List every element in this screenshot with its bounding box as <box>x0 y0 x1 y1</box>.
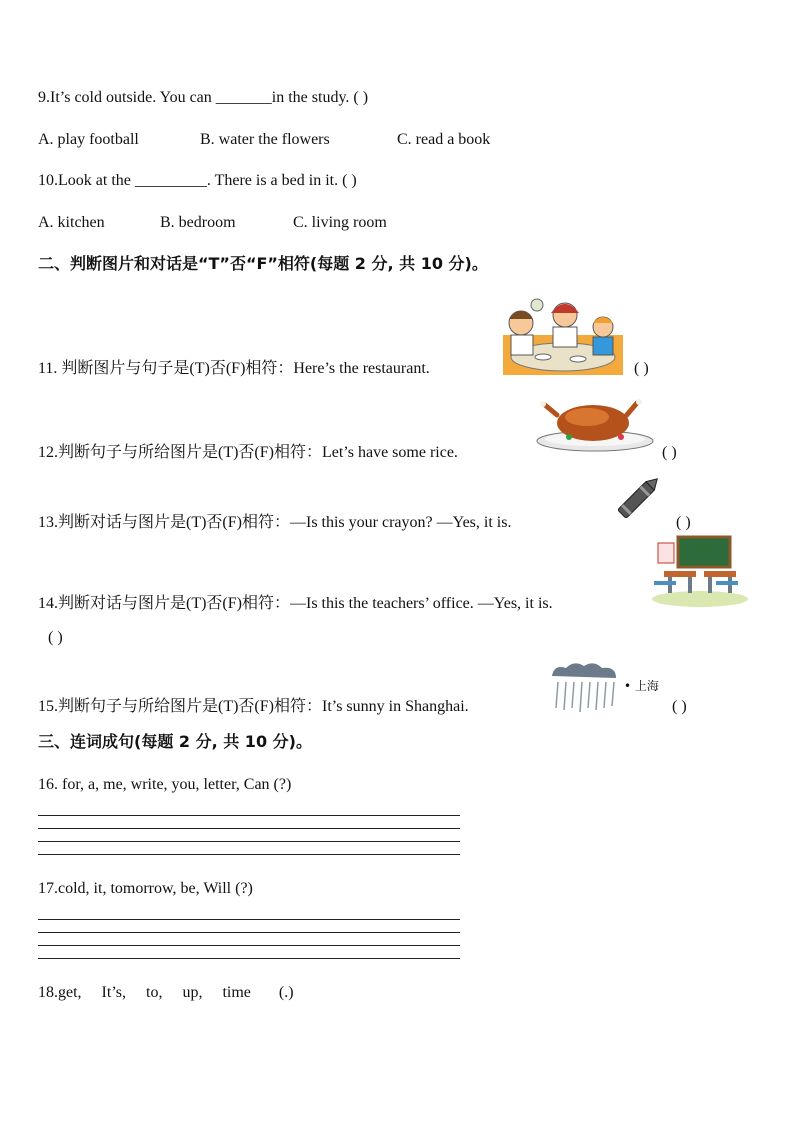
writing-line <box>38 919 460 932</box>
question-18: 18.get, It’s, to, up, time (.) <box>38 984 294 1001</box>
q10-option-c: C. living room <box>293 214 387 231</box>
q17-writing-lines[interactable] <box>38 919 460 971</box>
crayon-image <box>608 472 664 528</box>
classroom-image <box>650 535 750 607</box>
q9-option-c: C. read a book <box>397 131 491 148</box>
section-2-heading: 二、判断图片和对话是“T”否“F”相符(每题 2 分, 共 10 分)。 <box>38 254 488 273</box>
question-16: 16. for, a, me, write, you, letter, Can (?) <box>38 776 292 793</box>
writing-line <box>38 945 460 958</box>
family-dinner-image <box>503 295 623 375</box>
question-9: 9.It’s cold outside. You can _______in the study. ( ) <box>38 89 369 106</box>
q10-option-a: A. kitchen <box>38 214 105 231</box>
map-label-shanghai: • 上海 <box>624 679 659 693</box>
q13-answer-blank[interactable]: ( ) <box>676 514 691 531</box>
q16-writing-lines[interactable] <box>38 815 460 867</box>
writing-line <box>38 854 460 867</box>
q12-answer-blank[interactable]: ( ) <box>662 444 677 461</box>
rain-cloud-image <box>548 660 624 714</box>
q9-option-b: B. water the flowers <box>200 131 330 148</box>
q14-answer-blank[interactable]: ( ) <box>48 629 63 646</box>
question-12: 12.判断句子与所给图片是(T)否(F)相符：Let’s have some rice. <box>38 444 458 461</box>
question-10: 10.Look at the _________. There is a bed in it. ( ) <box>38 172 357 189</box>
writing-line <box>38 841 460 854</box>
question-15: 15.判断句子与所给图片是(T)否(F)相符：It’s sunny in Shanghai. <box>38 698 469 715</box>
section-3-heading: 三、连词成句(每题 2 分, 共 10 分)。 <box>38 732 312 751</box>
question-13: 13.判断对话与图片是(T)否(F)相符：—Is this your crayon? —Yes, it is. <box>38 514 512 531</box>
writing-line <box>38 932 460 945</box>
writing-line <box>38 828 460 841</box>
writing-line <box>38 815 460 828</box>
q11-answer-blank[interactable]: ( ) <box>634 360 649 377</box>
q10-option-b: B. bedroom <box>160 214 236 231</box>
question-17: 17.cold, it, tomorrow, be, Will (?) <box>38 880 253 897</box>
roast-chicken-image <box>535 395 655 453</box>
writing-line <box>38 958 460 971</box>
question-11: 11. 判断图片与句子是(T)否(F)相符：Here’s the restaurant. <box>38 360 430 377</box>
q9-option-a: A. play football <box>38 131 139 148</box>
q15-answer-blank[interactable]: ( ) <box>672 698 687 715</box>
question-14: 14.判断对话与图片是(T)否(F)相符：—Is this the teachers’ office. —Yes, it is. <box>38 595 553 612</box>
